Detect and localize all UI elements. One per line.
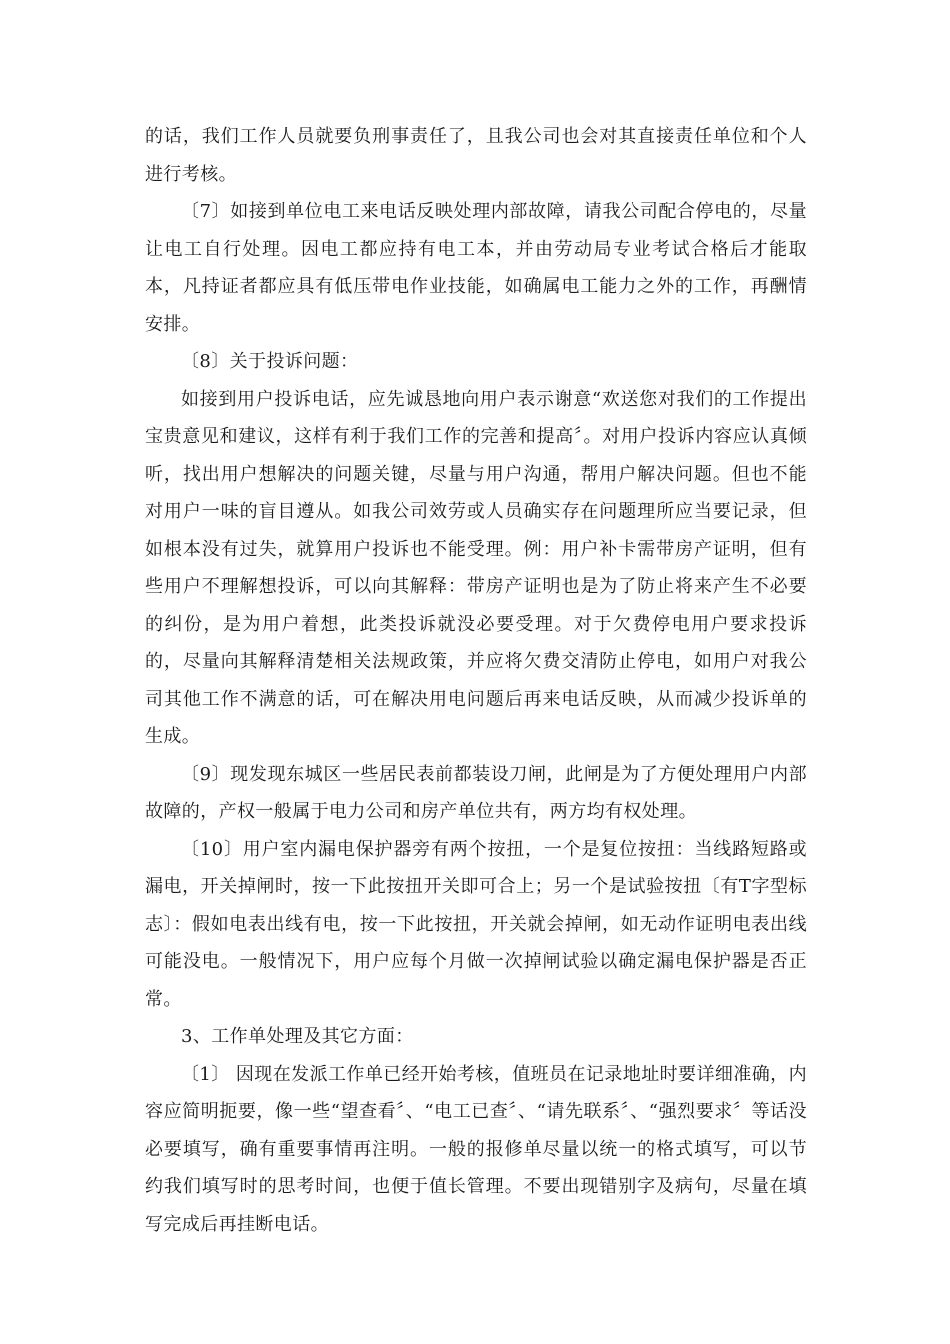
paragraph-complaint-handling: 如接到用户投诉电话，应先诚恳地向用户表示谢意“欢送您对我们的工作提出宝贵意见和建议，这样有利于我们工作的完善和提高〞。对用户投诉内容应认真倾听，找出用户想解决的问题关键，尽量与用户沟通，帮用户解决问题。但也不能对用户一味的盲目遵从。如我公司效劳或人员确实存在问题理所应当要记录，但如根本没有过失，就算用户投诉也不能受理。例：用户补卡需带房产证明，但有些用户不理解想投诉，可以向其解释：带房产证明也是为了防止将来产生不必要的纠份，是为用户着想，此类投诉就没必要受理。对于欠费停电用户要求投诉的，尽量向其解释清楚相关法规政策，并应将欠费交清防止停电，如用户对我公司其他工作不满意的话，可在解决用电问题后再来电话反映，从而减少投诉单的生成。	[145, 388, 807, 747]
paragraph-section-3-item-1: 〔1〕 因现在发派工作单已经开始考核，值班员在记录地址时要详细准确，内容应简明扼要，像一些“望查看〞、“电工已查〞、“请先联系〞、“强烈要求〞等话没必要填写，确有重要事情再注明。一般的报修单尽量以统一的格式填写，可以节约我们填写时的思考时间，也便于值长管理。不要出现错别字及病句，尽量在填写完成后再挂断电话。	[145, 1063, 807, 1235]
paragraph-item-10: 〔10〕用户室内漏电保护器旁有两个按扭，一个是复位按扭：当线路短路或漏电，开关掉闸时，按一下此按扭开关即可合上；另一个是试验按扭〔有T字型标志〕：假如电表出线有电，按一下此按扭，开关就会掉闸，如无动作证明电表出线可能没电。一般情况下，用户应每个月做一次掉闸试验以确定漏电保护器是否正常。	[145, 838, 807, 1010]
paragraph-item-7: 〔7〕如接到单位电工来电话反映处理内部故障，请我公司配合停电的，尽量让电工自行处理。因电工都应持有电工本，并由劳动局专业考试合格后才能取本，凡持证者都应具有低压带电作业技能，如确属电工能力之外的工作，再酬情安排。	[145, 201, 807, 335]
section-heading-3: 3、工作单处理及其它方面：	[181, 1026, 414, 1047]
paragraph-item-8-heading: 〔8〕关于投诉问题：	[181, 351, 359, 372]
document-body	[145, 118, 807, 1243]
paragraph-item-9: 〔9〕现发现东城区一些居民表前都装设刀闸，此闸是为了方便处理用户内部故障的，产权一般属于电力公司和房产单位共有，两方均有权处理。	[145, 763, 807, 822]
paragraph-continuation: 的话，我们工作人员就要负刑事责任了，且我公司也会对其直接责任单位和个人进行考核。	[145, 126, 807, 185]
